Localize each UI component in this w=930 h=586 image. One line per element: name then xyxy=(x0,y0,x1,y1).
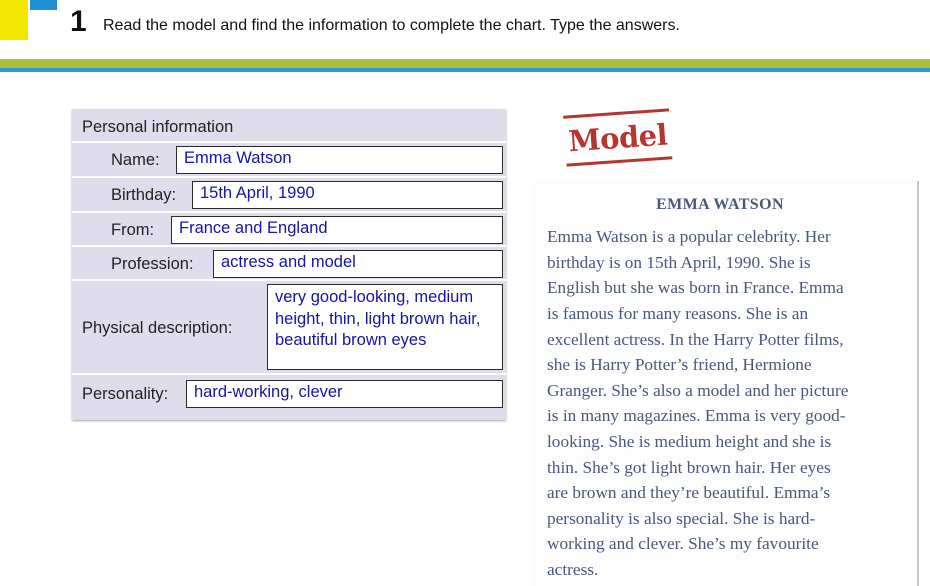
chart-title: Personal information xyxy=(82,118,234,136)
model-stamp xyxy=(561,104,675,178)
article-line: Granger. She’s also a model and her picture xyxy=(547,381,849,400)
name-answer-field[interactable]: Emma Watson xyxy=(176,146,503,174)
article-line: actress. xyxy=(547,560,599,579)
from-answer-field[interactable]: France and England xyxy=(171,216,503,244)
stamp-label: Model xyxy=(567,117,669,159)
exercise-instruction: Read the model and find the information to complete the chart. Type the answers. xyxy=(103,17,680,34)
corner-decoration-yellow xyxy=(0,0,28,40)
article-line: she is Harry Potter’s friend, Hermione xyxy=(547,355,812,374)
birthday-label: Birthday: xyxy=(111,186,177,204)
name-label: Name: xyxy=(111,151,160,169)
birthday-answer-field[interactable]: 15th April, 1990 xyxy=(192,181,503,209)
row-divider xyxy=(72,211,506,213)
stamp-rule-bottom xyxy=(566,156,672,166)
article-line: looking. She is medium height and she is xyxy=(547,432,832,451)
header-band-blue xyxy=(0,68,930,72)
model-panel-border xyxy=(917,181,919,586)
article-line: working and clever. She’s my favourite xyxy=(547,534,819,553)
row-divider xyxy=(72,176,506,178)
from-label: From: xyxy=(111,221,155,239)
article-line: is famous for many reasons. She is an xyxy=(547,304,809,323)
row-divider xyxy=(72,245,506,247)
physical-description-answer-field[interactable]: very good-looking, medium height, thin, light brown hair, beautiful brown eyes xyxy=(267,284,503,370)
article-line: birthday is on 15th April, 1990. She is xyxy=(547,253,811,272)
article-line: excellent actress. In the Harry Potter films, xyxy=(547,330,844,349)
row-divider xyxy=(72,279,506,281)
header-band-green xyxy=(0,59,930,68)
row-divider xyxy=(72,141,506,143)
personality-label: Personality: xyxy=(82,385,169,403)
article-line: thin. She’s got light brown hair. Her eyes xyxy=(547,458,831,477)
personality-answer-field[interactable]: hard-working, clever xyxy=(186,380,503,408)
article-line: personality is also special. She is hard- xyxy=(547,509,816,528)
personal-information-chart xyxy=(72,109,506,420)
row-divider xyxy=(72,373,506,375)
stamp-rule-top xyxy=(563,108,669,118)
article-line: Emma Watson is a popular celebrity. Her xyxy=(547,227,831,246)
article-line: English but she was born in France. Emma xyxy=(547,278,844,297)
profession-label: Profession: xyxy=(111,255,194,273)
article-line: is in many magazines. Emma is very good- xyxy=(547,406,846,425)
corner-decoration-blue xyxy=(30,0,57,10)
article-title: EMMA WATSON xyxy=(656,196,784,213)
exercise-number: 1 xyxy=(70,5,87,38)
profession-answer-field[interactable]: actress and model xyxy=(213,250,503,278)
article-line: are brown and they’re beautiful. Emma’s xyxy=(547,483,831,502)
physical-description-label: Physical description: xyxy=(82,319,233,337)
